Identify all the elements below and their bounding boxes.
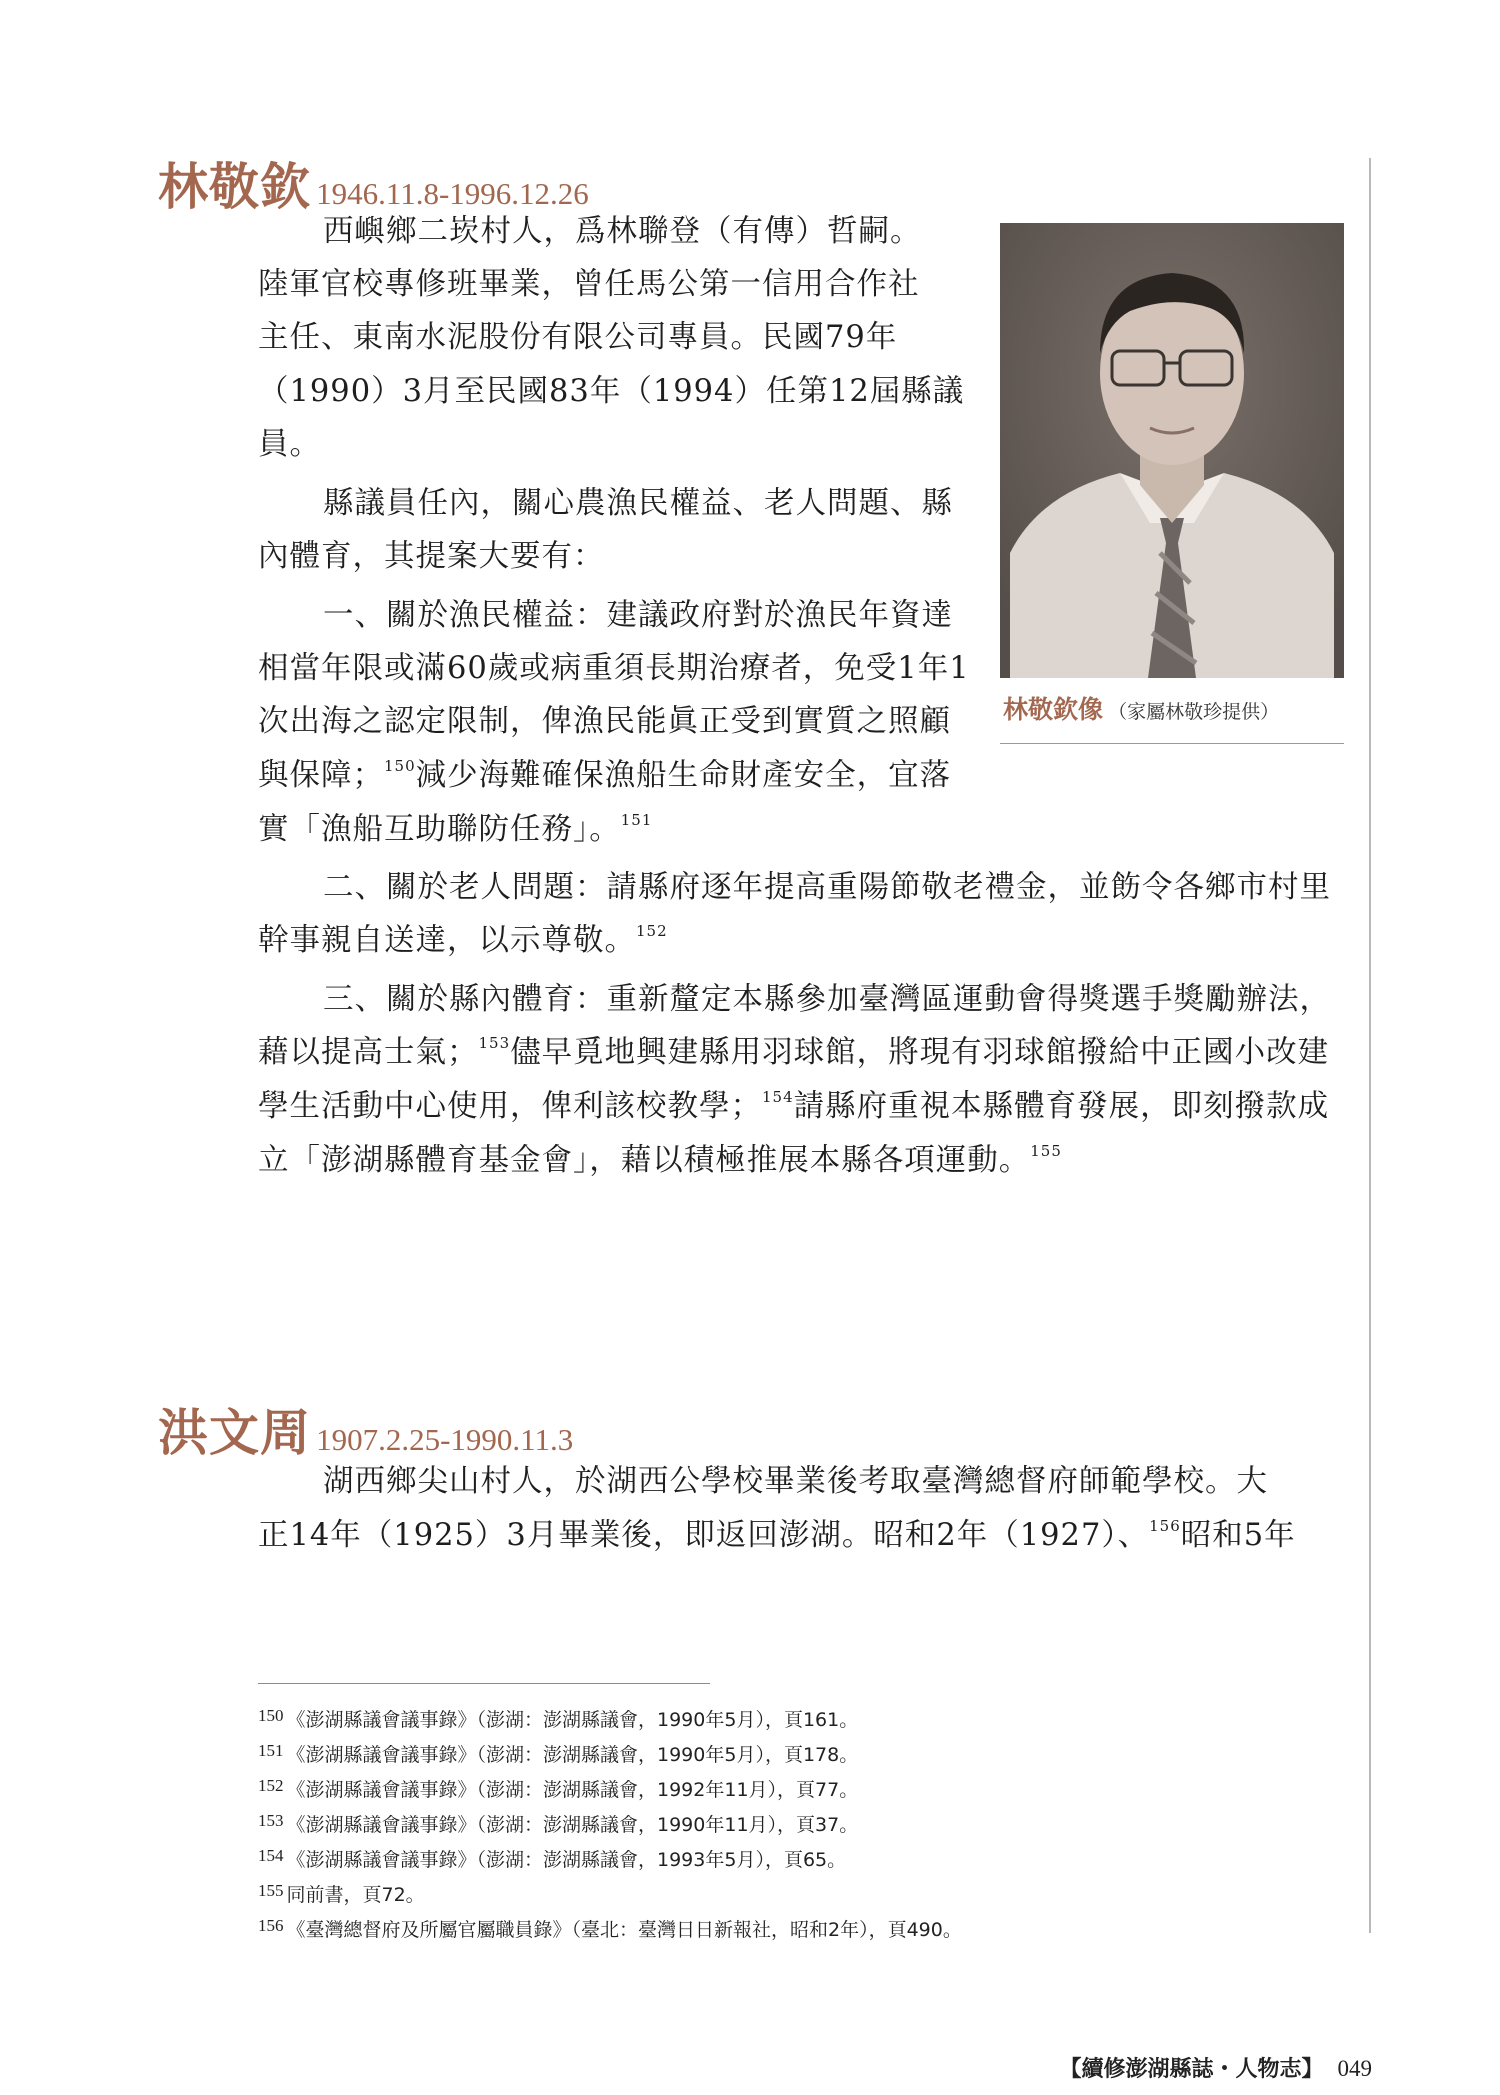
body-line: 學生活動中心使用，俾利該校教學；$^{154}$請縣府重視本縣體育發展，即刻撥款成 (258, 1088, 1330, 1124)
caption-title: 林敬欽像 (1003, 695, 1104, 724)
footnote-ref: 154 (762, 1088, 794, 1106)
body-line: 湖西鄉尖山村人，於湖西公學校畢業後考取臺灣總督府師範學校。大 (323, 1464, 1268, 1499)
footnote-ref: 151 (620, 811, 653, 829)
entry-heading-2 (158, 1393, 573, 1465)
footnote: 153 《澎湖縣議會議事錄》（澎湖：澎湖縣議會，1990年11月），頁37。 (258, 1811, 859, 1836)
body-line: 幹事親自送達，以示尊敬。$^{152}$ (258, 922, 668, 958)
caption-credit: （家屬林敬珍提供） (1108, 701, 1280, 723)
body-line: 二、關於老人問題：請縣府逐年提高重陽節敬老禮金，並飭令各鄉市村里 (323, 870, 1331, 905)
caption-rule (1000, 743, 1344, 744)
body-line: （1990）3月至民國83年（1994）任第12屆縣議 (258, 374, 965, 409)
footnote: 151 《澎湖縣議會議事錄》（澎湖：澎湖縣議會，1990年5月），頁178。 (258, 1741, 859, 1766)
body-line: 藉以提高士氣；$^{153}$儘早覓地興建縣用羽球館，將現有羽球館撥給中正國小改建 (258, 1034, 1330, 1070)
body-line: 縣議員任內，關心農漁民權益、老人問題、縣 (323, 486, 953, 521)
person-name: 林敬欽 (158, 157, 311, 216)
portrait-photo (1000, 223, 1344, 678)
body-line: 正14年（1925）3月畢業後，即返回澎湖。昭和2年（1927）、$^{156}$昭和5年 (258, 1517, 1296, 1553)
body-line: 實「漁船互助聯防任務」。$^{151}$ (258, 811, 653, 847)
footnote-ref: 150 (384, 757, 416, 775)
footnote-rule (258, 1683, 710, 1684)
body-line: 三、關於縣內體育：重新釐定本縣參加臺灣區運動會得獎選手獎勵辦法， (323, 982, 1331, 1017)
footnote-ref: 152 (636, 922, 668, 940)
body-line: 內體育，其提案大要有： (258, 539, 605, 574)
body-line: 立「澎湖縣體育基金會」，藉以積極推展本縣各項運動。$^{155}$ (258, 1142, 1062, 1178)
body-line: 相當年限或滿60歲或病重須長期治療者，免受1年1 (258, 651, 970, 686)
footnote: 154 《澎湖縣議會議事錄》（澎湖：澎湖縣議會，1993年5月），頁65。 (258, 1846, 847, 1871)
body-line: 一、關於漁民權益：建議政府對於漁民年資達 (323, 598, 953, 633)
body-line: 次出海之認定限制，俾漁民能眞正受到實質之照顧 (258, 704, 951, 739)
page-footer (1059, 2052, 1372, 2083)
right-margin-rule (1369, 158, 1371, 1933)
person-name: 洪文周 (158, 1403, 311, 1462)
portrait-image (1000, 223, 1344, 678)
body-line: 西嶼鄉二崁村人，爲林聯登（有傳）哲嗣。 (323, 214, 922, 249)
footnote: 150 《澎湖縣議會議事錄》（澎湖：澎湖縣議會，1990年5月），頁161。 (258, 1706, 859, 1731)
footnote: 152 《澎湖縣議會議事錄》（澎湖：澎湖縣議會，1992年11月），頁77。 (258, 1776, 859, 1801)
footnote: 155 同前書，頁72。 (258, 1881, 425, 1906)
page-number: 049 (1337, 2056, 1372, 2081)
photo-caption (1003, 690, 1279, 726)
body-line: 員。 (258, 427, 321, 462)
footnote: 156 《臺灣總督府及所屬官屬職員錄》（臺北：臺灣日日新報社，昭和2年），頁490。 (258, 1916, 962, 1941)
footnote-ref: 155 (1030, 1142, 1062, 1160)
book-title: 【續修澎湖縣誌・人物志】 (1059, 2056, 1324, 2082)
body-line: 主任、東南水泥股份有限公司專員。民國79年 (258, 320, 898, 355)
life-dates: 1946.11.8-1996.12.26 (316, 176, 589, 211)
body-line: 陸軍官校專修班畢業，曾任馬公第一信用合作社 (258, 267, 920, 302)
footnote-ref: 156 (1149, 1517, 1181, 1535)
life-dates: 1907.2.25-1990.11.3 (316, 1422, 574, 1457)
footnote-ref: 153 (478, 1034, 511, 1052)
entry-heading-1 (158, 147, 589, 219)
body-line: 與保障；$^{150}$減少海難確保漁船生命財產安全，宜落 (258, 757, 952, 793)
